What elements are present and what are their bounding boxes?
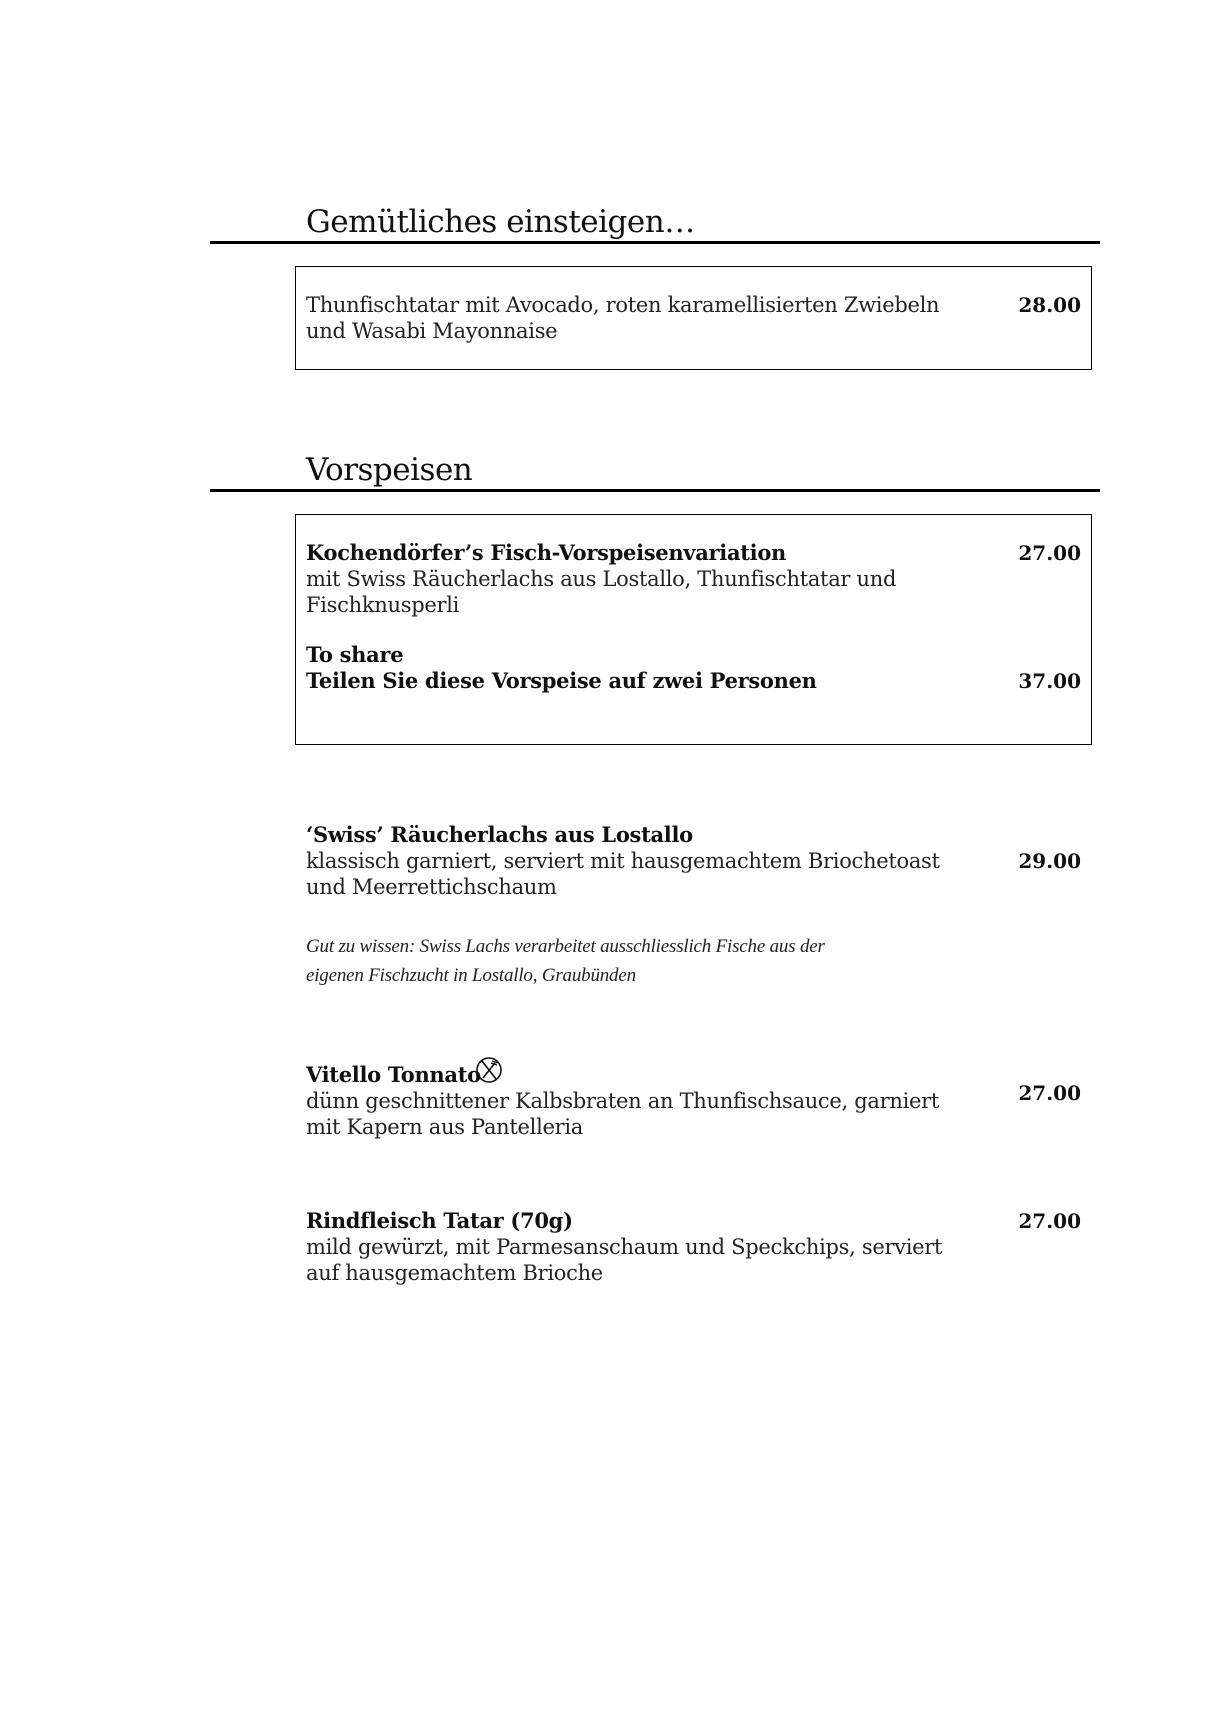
no-cutlery-icon: [474, 1055, 504, 1085]
item-price: 27.00: [1018, 1081, 1081, 1105]
section-title-starters: Gemütliches einsteigen…: [306, 204, 695, 240]
item-description: mild gewürzt, mit Parmesanschaum und Speckchips, serviert: [306, 1235, 943, 1259]
item-description: und Wasabi Mayonnaise: [306, 319, 558, 343]
item-description: und Meerrettichschaum: [306, 875, 557, 899]
item-name: Kochendörfer’s Fisch-Vorspeisenvariation: [306, 540, 787, 565]
item-price: 29.00: [1018, 849, 1081, 873]
info-note: Gut zu wissen: Swiss Lachs verarbeitet ausschliesslich Fische aus der: [306, 936, 825, 957]
item-description: dünn geschnittener Kalbsbraten an Thunfischsauce, garniert: [306, 1089, 940, 1113]
section-title-appetizers: Vorspeisen: [306, 452, 473, 488]
section-rule: [210, 241, 1100, 244]
item-description: auf hausgemachtem Brioche: [306, 1261, 603, 1285]
share-description: Teilen Sie diese Vorspeise auf zwei Personen: [306, 668, 817, 693]
info-note: eigenen Fischzucht in Lostallo, Graubünden: [306, 965, 636, 986]
item-description: Fischknusperli: [306, 593, 460, 617]
item-name: Rindfleisch Tatar (70g): [306, 1208, 573, 1233]
item-description: Thunfischtatar mit Avocado, roten karamellisierten Zwiebeln: [306, 293, 940, 317]
item-name: Vitello Tonnato: [306, 1062, 481, 1087]
item-description: mit Kapern aus Pantelleria: [306, 1115, 583, 1139]
section-rule: [210, 489, 1100, 492]
item-description: klassisch garniert, serviert mit hausgemachtem Briochetoast: [306, 849, 940, 873]
item-price: 28.00: [1018, 293, 1081, 317]
item-description: mit Swiss Räucherlachs aus Lostallo, Thunfischtatar und: [306, 567, 897, 591]
share-label: To share: [306, 642, 404, 667]
item-price: 27.00: [1018, 1209, 1081, 1233]
item-name: ‘Swiss’ Räucherlachs aus Lostallo: [306, 822, 693, 847]
share-price: 37.00: [1018, 669, 1081, 693]
item-price: 27.00: [1018, 541, 1081, 565]
